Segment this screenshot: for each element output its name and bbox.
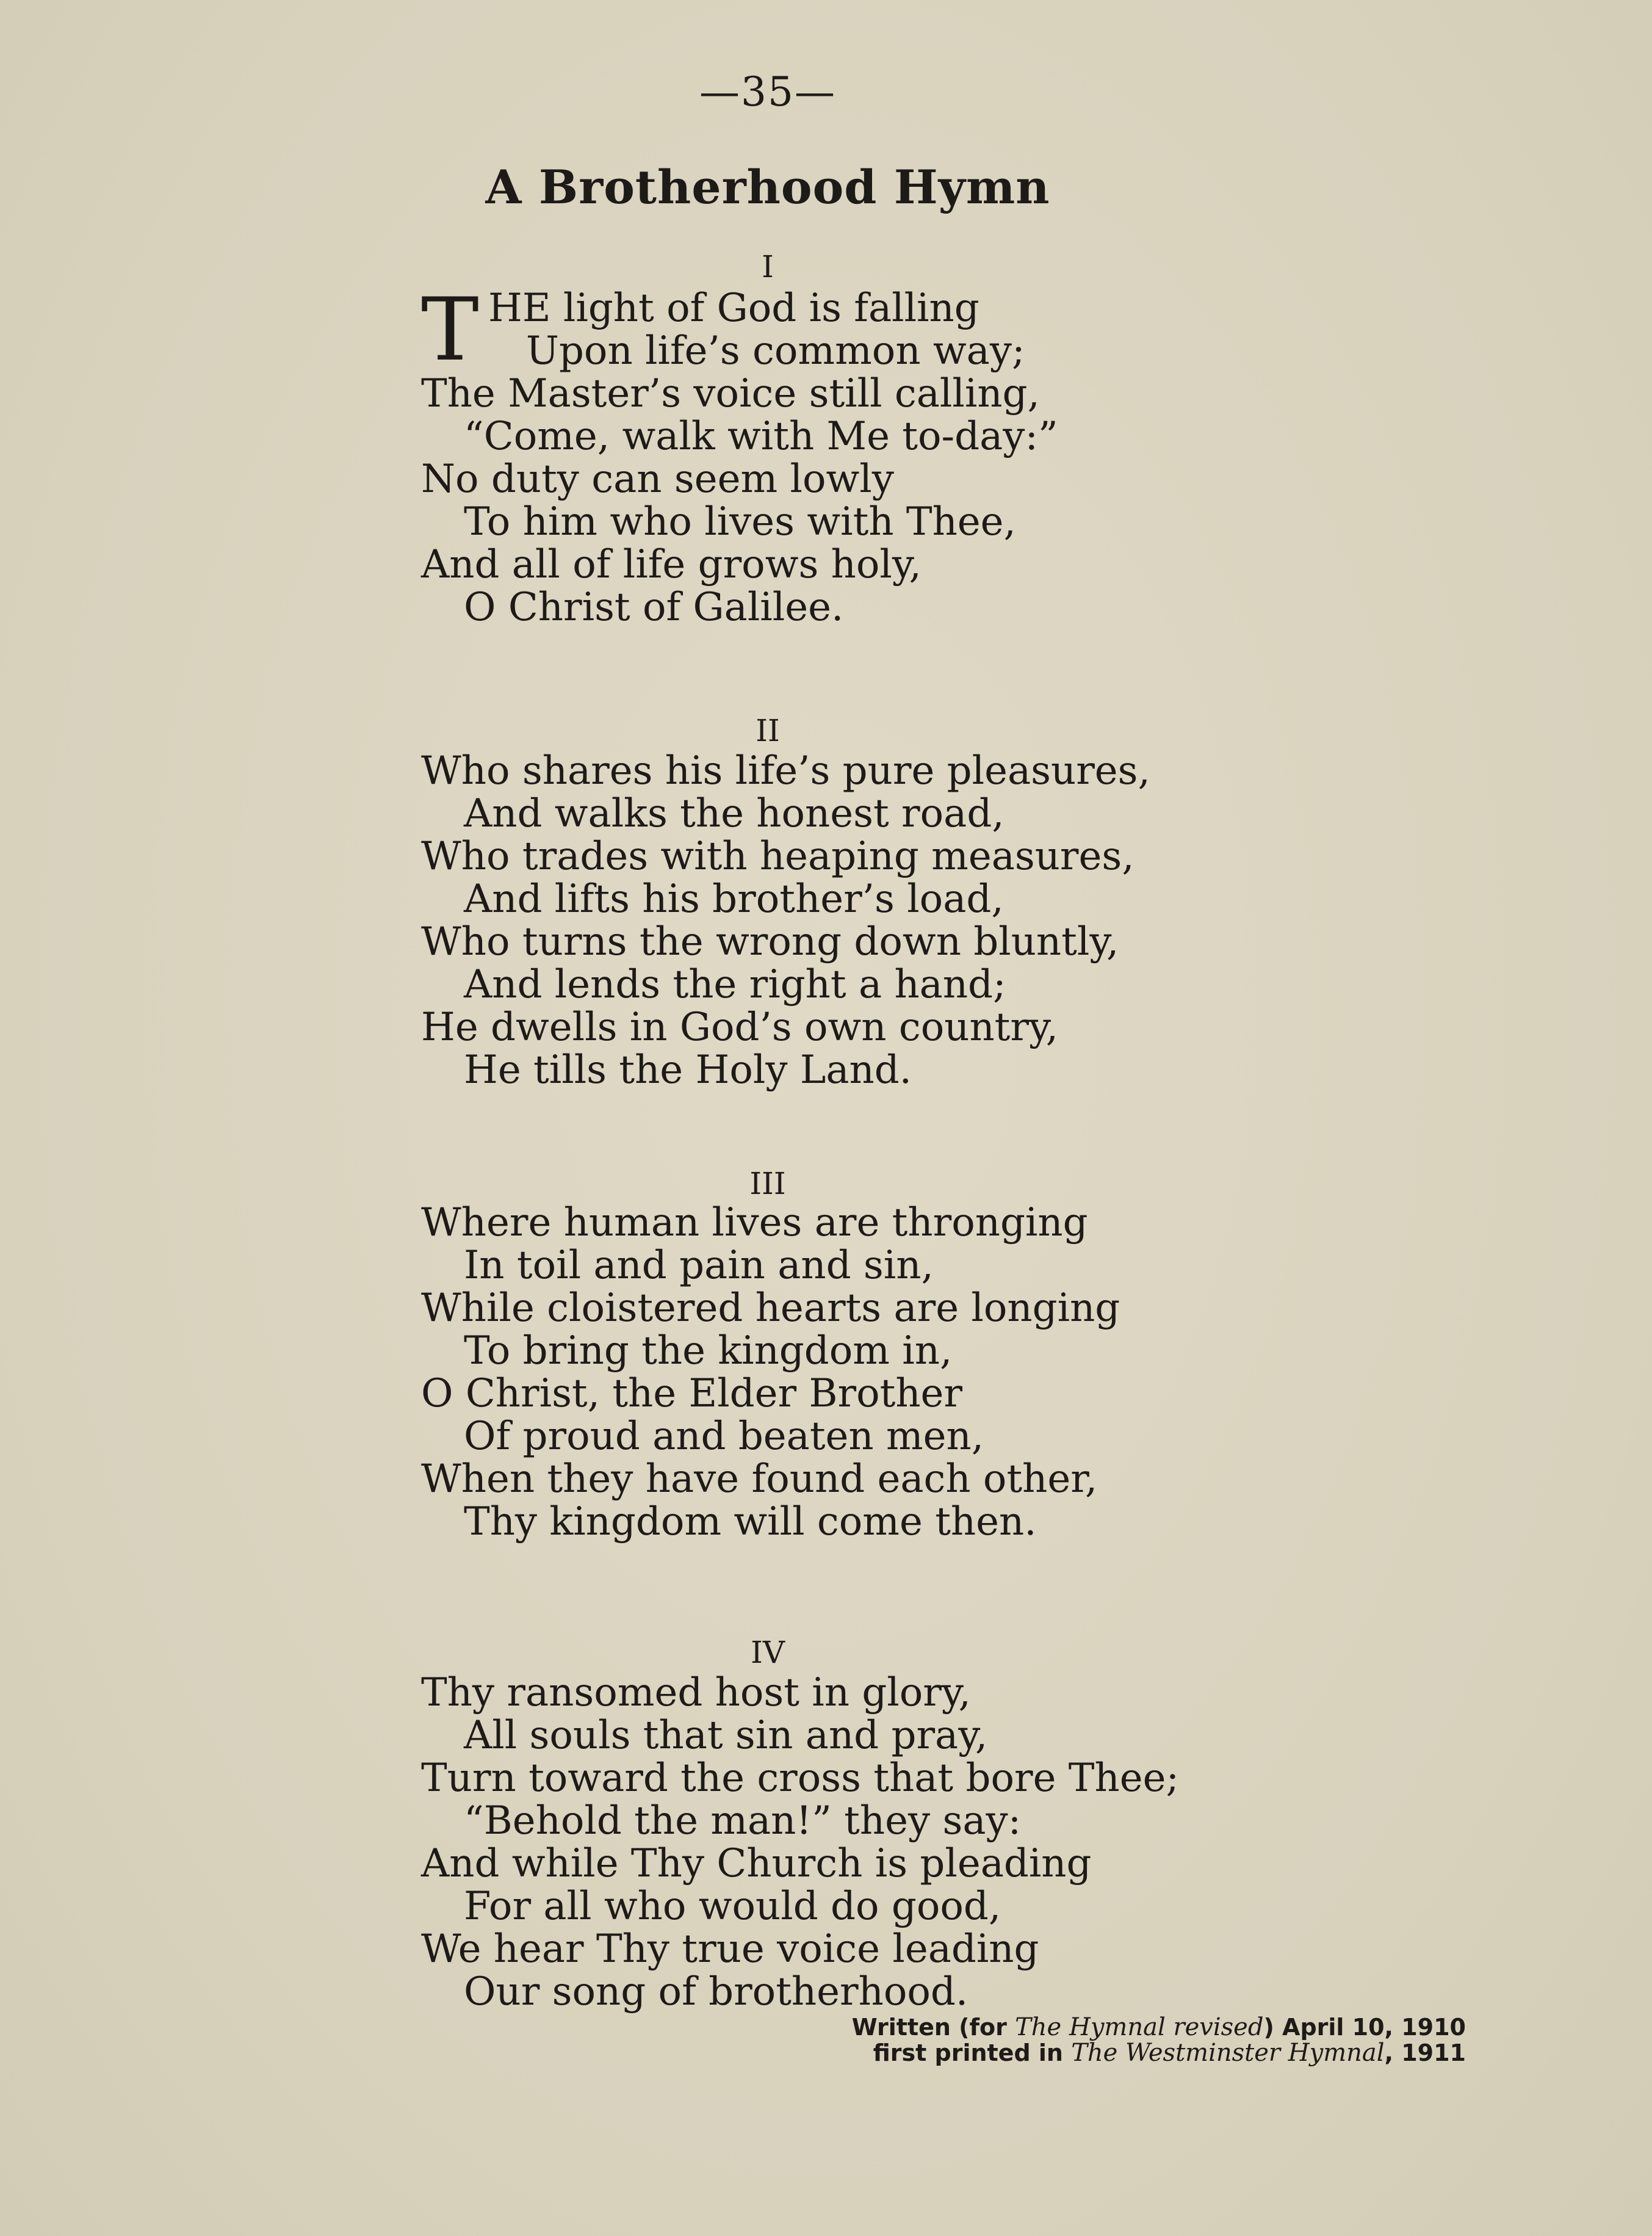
stanza-line: The Master’s voice still calling, [421,371,1040,416]
stanza-numeral-1: I [762,249,774,284]
stanza-line: And lifts his brother’s load, [464,877,1004,922]
stanza-line: Our song of brotherhood. [464,1969,968,2014]
stanza-line: “Come, walk with Me to-day:” [464,414,1058,459]
stanza-line: We hear Thy true voice leading [421,1927,1039,1972]
stanza-line: And walks the honest road, [464,791,1005,836]
page-number: —35— [699,68,836,115]
stanza-line: And all of life grows holy, [421,542,922,587]
colophon-date: ) April 10, 1910 [1263,2014,1466,2041]
colophon-italic-title: The Westminster Hymnal [1071,2039,1385,2067]
stanza-line: Who shares his life’s pure pleasures, [421,748,1150,794]
colophon-italic-title: The Hymnal revised [1015,2013,1264,2041]
stanza-line: O Christ of Galilee. [464,585,844,630]
stanza-line: When they have found each other, [421,1456,1098,1502]
stanza-numeral-4: IV [751,1635,785,1670]
stanza-numeral-2: II [756,713,780,748]
stanza-line: No duty can seem lowly [421,457,894,502]
stanza-line: Who trades with heaping measures, [421,834,1134,879]
stanza-line: And while Thy Church is pleading [421,1841,1092,1886]
stanza-line: Turn toward the cross that bore Thee; [421,1756,1179,1801]
stanza-line: He dwells in God’s own country, [421,1005,1058,1050]
stanza-line: Of proud and beaten men, [464,1414,984,1459]
stanza-line: And lends the right a hand; [464,962,1006,1007]
stanza-1 [421,280,1214,630]
colophon-line-written [852,2014,1466,2040]
stanza-line: To him who lives with Thee, [464,499,1016,545]
stanza-3 [421,1201,1214,1543]
stanza-4 [421,1671,1214,2013]
hymn-title: A Brotherhood Hymn [485,160,1050,214]
stanza-line: To bring the kingdom in, [464,1328,953,1373]
colophon-line-printed [852,2040,1466,2066]
colophon [852,2014,1466,2066]
stanza-line: Thy kingdom will come then. [464,1499,1037,1544]
stanza-line-text: HE light of God is falling [488,286,979,331]
stanza-2 [421,750,1214,1091]
stanza-line: Upon life’s common way; [526,328,1025,374]
stanza-line: Where human lives are thronging [421,1200,1088,1245]
colophon-text: Written (for [851,2014,1015,2041]
stanza-line: Thy ransomed host in glory, [421,1670,971,1715]
stanza-line: O Christ, the Elder Brother [421,1371,962,1416]
stanza-line: “Behold the man!” they say: [464,1798,1022,1843]
stanza-line: While cloistered hearts are longing [421,1286,1120,1331]
stanza-line: For all who would do good, [464,1884,1001,1929]
stanza-line: He tills the Holy Land. [464,1047,912,1093]
drop-cap: T [421,280,479,380]
colophon-text: first printed in [873,2039,1072,2066]
stanza-line: In toil and pain and sin, [464,1243,934,1288]
stanza-line: Who turns the wrong down bluntly, [421,919,1119,964]
stanza-line: All souls that sin and pray, [464,1713,988,1758]
colophon-date: , 1911 [1384,2039,1466,2066]
stanza-numeral-3: III [749,1166,786,1201]
